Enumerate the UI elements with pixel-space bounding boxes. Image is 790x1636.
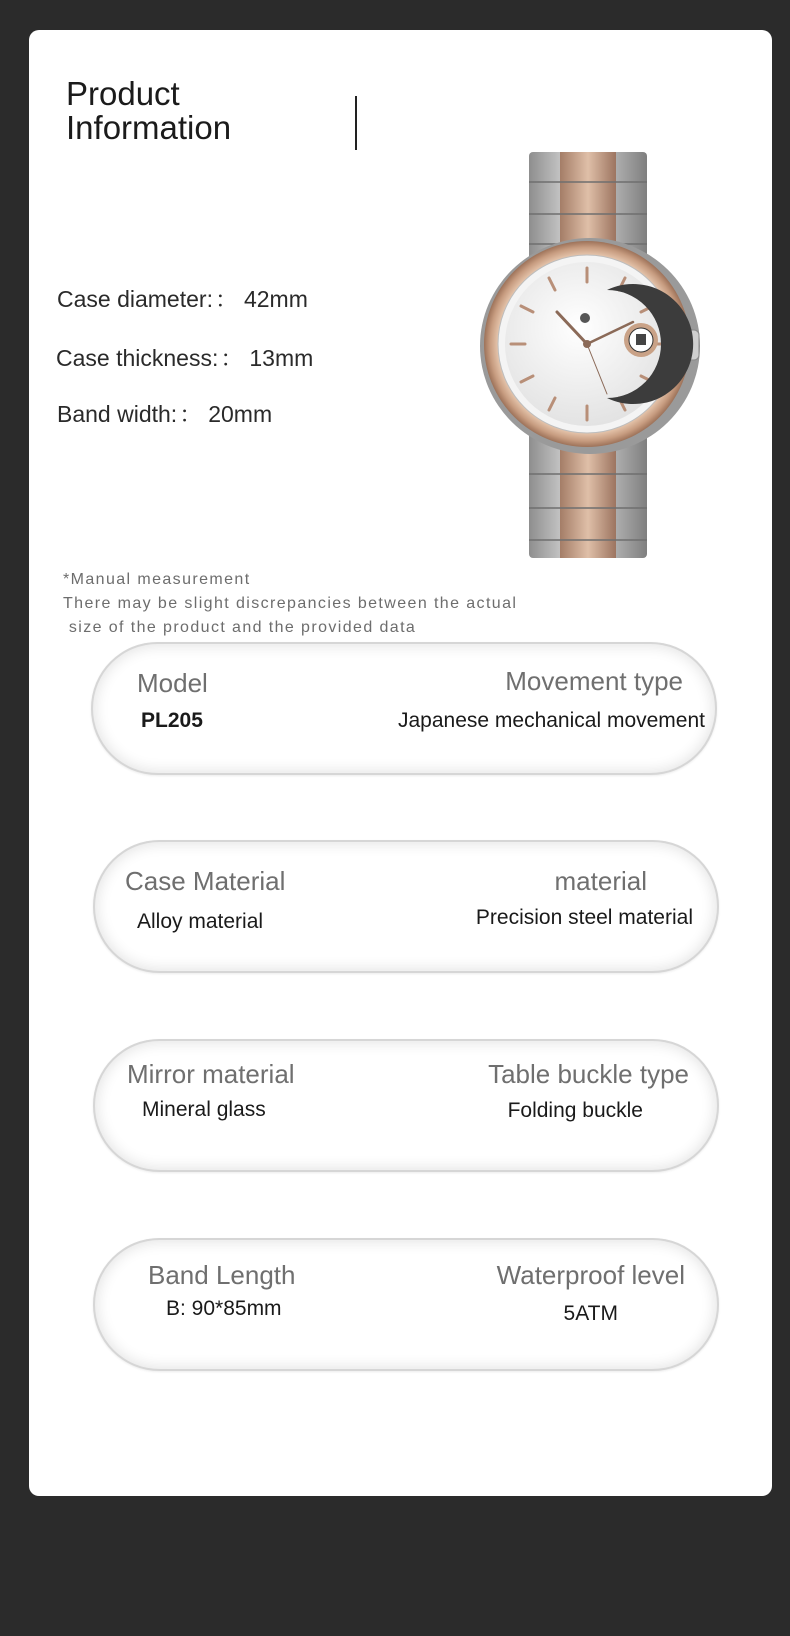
spec-value: 20mm [208,401,273,427]
note-line-3: size of the product and the provided data [63,619,417,636]
title-line-1: Product [66,75,180,112]
attribute-pill-glass-buckle [93,1039,719,1172]
product-info-card [29,30,772,1496]
attribute-pill-band-waterproof [93,1238,719,1371]
attr-label-model: Model [137,668,208,698]
attr-label-buckle-type: Table buckle type [488,1059,689,1089]
attr-value-model: PL205 [141,709,203,732]
spec-separator: ： [220,345,244,371]
attr-label-waterproof-level: Waterproof level [496,1260,685,1290]
measurement-note [63,568,517,640]
attr-value-band-length: B: 90*85mm [166,1297,282,1320]
watch-product-image [457,122,747,582]
attr-label-movement-type: Movement type [505,666,683,696]
spec-band-width [57,396,272,429]
spec-label: Case thickness: [56,345,219,371]
spec-label: Case diameter: [57,286,213,312]
attr-label-case-material: Case Material [125,866,286,896]
attr-value-case-material: Alloy material [137,910,264,933]
attr-value-material: Precision steel material [475,906,693,929]
spec-case-thickness [56,340,313,373]
spec-label: Band width: [57,401,178,427]
attribute-pill-model [91,642,717,775]
page-title [66,77,231,145]
attr-value-movement-type: Japanese mechanical movement [397,709,705,732]
title-line-2: Information [66,109,232,146]
spec-value: 13mm [249,345,314,371]
attr-value-waterproof-level: 5ATM [563,1302,618,1325]
spec-case-diameter [57,281,308,314]
note-line-1: *Manual measurement [63,571,251,588]
spec-value: 42mm [243,286,308,312]
attr-label-mirror-material: Mirror material [127,1059,295,1089]
spec-separator: ： [214,286,238,312]
attr-value-buckle-type: Folding buckle [507,1099,643,1122]
note-line-2: There may be slight discrepancies between the actual [63,595,518,612]
attr-label-band-length: Band Length [148,1260,296,1290]
attr-value-mirror-material: Mineral glass [142,1098,266,1121]
attribute-pill-material [93,840,719,973]
spec-separator: ： [179,401,203,427]
attr-label-material: material [554,866,647,896]
title-divider [355,96,357,150]
